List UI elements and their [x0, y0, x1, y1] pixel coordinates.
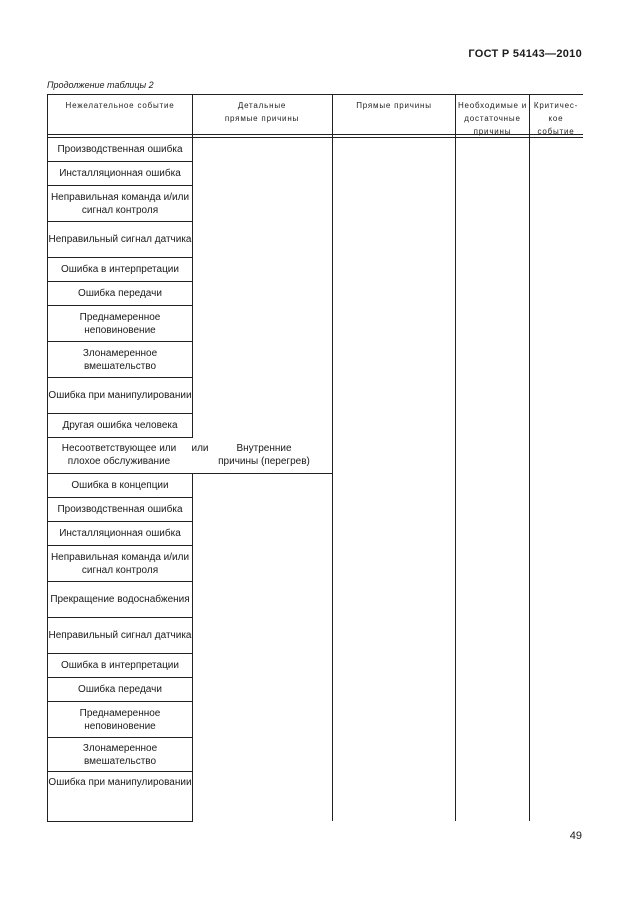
- event-cell: Преднамеренное неповиновение: [79, 707, 161, 732]
- col-line-4: [529, 94, 530, 821]
- column-header-event: Нежелательное событие: [65, 101, 175, 110]
- event-cell: Ошибка в интерпретации: [61, 264, 179, 275]
- column-header-critical-event: Критичес-кое событие: [533, 101, 579, 136]
- event-cell: Преднамеренное неповиновение: [79, 311, 161, 336]
- page-number: 49: [569, 830, 582, 842]
- special-detail: Внутренние причины (перегрев): [218, 443, 310, 467]
- event-cell: Инсталляционная ошибка: [59, 168, 181, 179]
- event-cell: Прекращение водоснабжения: [50, 594, 190, 605]
- event-cell: Неправильная команда и/или сигнал контроля: [50, 191, 190, 216]
- header-top-line: [47, 94, 583, 95]
- event-cell: Ошибка передачи: [78, 288, 162, 299]
- col-line-2: [332, 94, 333, 821]
- event-cell: Неправильный сигнал датчика: [48, 234, 192, 245]
- column-header-detailed-causes: Детальные прямые причины: [224, 101, 300, 123]
- event-cell: Злонамеренное вмешательство: [82, 742, 158, 767]
- col-line-3: [455, 94, 456, 821]
- event-cell: Неправильная команда и/или сигнал контроля: [50, 551, 190, 576]
- event-cell: Злонамеренное вмешательство: [82, 347, 158, 372]
- col-line-1-b: [192, 473, 193, 821]
- event-cell: Ошибка при манипулировании: [48, 777, 192, 788]
- special-connector: или: [191, 443, 209, 454]
- event-cell: Производственная ошибка: [57, 504, 183, 515]
- col-line-1-a: [192, 94, 193, 437]
- event-cell: Ошибка в концепции: [71, 480, 169, 491]
- event-cell: Неправильный сигнал датчика: [48, 630, 192, 641]
- event-cell: Производственная ошибка: [57, 144, 183, 155]
- standard-number: ГОСТ Р 54143—2010: [468, 48, 582, 60]
- special-event: Несоответствующее или плохое обслуживание: [61, 443, 177, 467]
- special-row: [48, 437, 332, 473]
- table-caption: Продолжение таблицы 2: [47, 80, 154, 90]
- event-cell: Инсталляционная ошибка: [59, 528, 181, 539]
- event-cell: Ошибка передачи: [78, 684, 162, 695]
- event-cell: Другая ошибка человека: [62, 420, 178, 431]
- column-header-direct-causes: Прямые причины: [356, 101, 432, 110]
- column-header-necessary-causes: Необходимые и достаточные причины: [457, 101, 528, 136]
- event-cell: Ошибка в интерпретации: [61, 660, 179, 671]
- event-cell: Ошибка при манипулировании: [48, 390, 192, 401]
